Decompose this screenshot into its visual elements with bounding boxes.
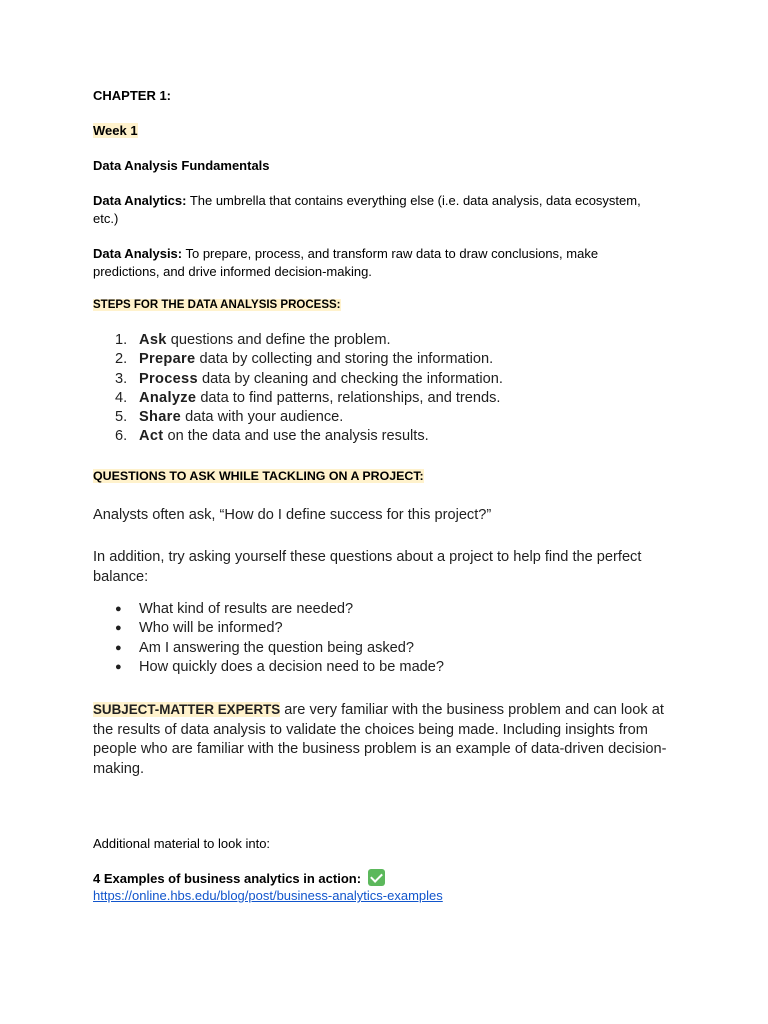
definition-data-analysis — [93, 245, 668, 281]
definition-text: To prepare, process, and transform raw data to draw conclusions, make predictions, and drive informed decision-making. — [93, 246, 599, 279]
week-highlight: Week 1 — [93, 123, 138, 138]
question-text: What kind of results are needed? — [139, 601, 354, 617]
step-text: data by cleaning and checking the information. — [197, 370, 503, 387]
step-keyword: Prepare — [139, 351, 196, 368]
step-number: 5. — [115, 409, 128, 426]
steps-heading — [93, 297, 341, 313]
step-text: data with your audience. — [181, 409, 344, 426]
example-link-row — [93, 887, 443, 905]
bullet-icon: ● — [115, 622, 122, 635]
addition-paragraph: In addition, try asking yourself these questions about a project to help find the perfect balance: — [93, 549, 642, 585]
steps-heading-highlight: STEPS FOR THE DATA ANALYSIS PROCESS: — [93, 299, 341, 311]
step-number: 6. — [115, 428, 128, 445]
definition-term: Data Analytics: — [93, 193, 187, 208]
check-mark-icon — [368, 869, 385, 886]
bullet-icon: ● — [115, 641, 122, 654]
question-text: Who will be informed? — [139, 620, 283, 637]
list-item — [93, 408, 503, 427]
list-item — [93, 639, 444, 658]
example-title-text: 4 Examples of business analytics in action: — [93, 871, 362, 886]
bullet-icon: ● — [115, 603, 122, 615]
question-text: How quickly does a decision need to be made? — [139, 658, 445, 675]
analysts-paragraph: Analysts often ask, “How do I define success for this project?” — [93, 507, 492, 523]
additional-material-label: Additional material to look into: — [93, 836, 271, 851]
step-keyword: Ask — [139, 332, 167, 348]
step-text: questions and define the problem. — [166, 332, 391, 348]
week-label — [93, 122, 138, 140]
example-title — [93, 869, 385, 888]
step-keyword: Share — [139, 409, 182, 426]
list-item — [93, 331, 503, 350]
list-item — [93, 389, 503, 408]
bullet-icon: ● — [115, 660, 122, 673]
step-keyword: Analyze — [139, 389, 197, 406]
questions-heading — [93, 468, 424, 484]
question-text: Am I answering the question being asked? — [139, 639, 415, 656]
list-item — [93, 350, 503, 369]
list-item — [93, 600, 444, 619]
step-text: data by collecting and storing the information. — [195, 351, 494, 368]
sme-paragraph — [93, 700, 683, 779]
step-text: data to find patterns, relationships, and trends. — [196, 389, 501, 406]
step-keyword: Process — [139, 370, 198, 387]
list-item — [93, 658, 444, 677]
step-number: 4. — [115, 389, 128, 406]
definition-term: Data Analysis: — [93, 246, 183, 261]
step-keyword: Act — [139, 428, 164, 445]
list-item — [93, 619, 444, 638]
step-text: on the data and use the analysis results. — [163, 428, 429, 445]
definition-data-analytics — [93, 192, 653, 228]
example-link[interactable]: https://online.hbs.edu/blog/post/business-analytics-examples — [93, 888, 443, 903]
sme-text: are very familiar with the business problem and can look at the results of data analysis to validate the choices being made. Including insights from people who are familiar with the business problem is an example of data-driven decision-making. — [93, 702, 667, 777]
list-item — [93, 370, 503, 389]
chapter-heading: CHAPTER 1: — [93, 88, 172, 103]
definition-text: The umbrella that contains everything else (i.e. data analysis, data ecosystem, etc.) — [93, 193, 641, 226]
step-number: 1. — [115, 332, 128, 348]
step-number: 2. — [115, 351, 128, 368]
list-item — [93, 427, 503, 446]
step-number: 3. — [115, 370, 128, 387]
steps-list — [93, 331, 503, 447]
questions-list — [93, 600, 444, 677]
sme-term: SUBJECT-MATTER EXPERTS — [93, 702, 281, 717]
section-title: Data Analysis Fundamentals — [93, 158, 270, 173]
questions-heading-highlight: QUESTIONS TO ASK WHILE TACKLING ON A PROJECT: — [93, 469, 424, 483]
